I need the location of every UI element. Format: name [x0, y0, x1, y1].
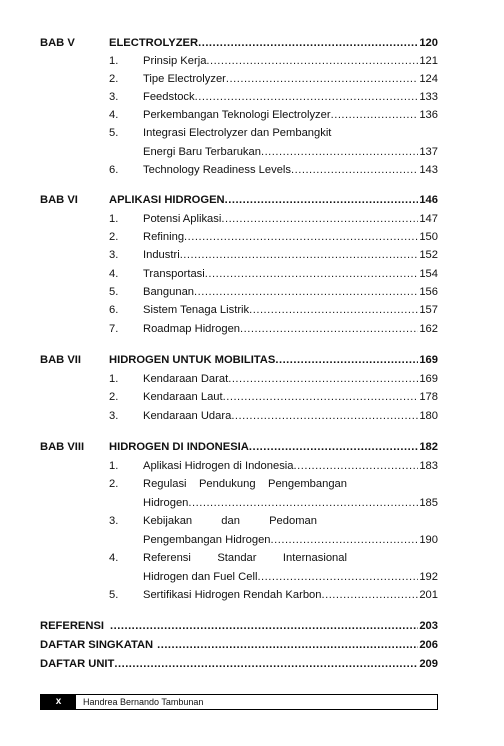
chapter-page: 120	[419, 37, 438, 49]
chapter-code: BAB VI	[40, 194, 78, 206]
entry-page: 185	[419, 497, 438, 509]
entry-number: 6.	[109, 164, 119, 176]
entry-page: 150	[419, 231, 438, 243]
entry-title: Hidrogen	[143, 497, 189, 509]
entry-number: 5.	[109, 589, 119, 601]
entry-number: 3.	[109, 515, 119, 527]
entry-title-line1	[143, 476, 347, 492]
entry-number: 5.	[109, 127, 119, 139]
entry-number: 1.	[109, 55, 119, 67]
entry-title: Technology Readiness Levels	[143, 164, 292, 176]
entry-page: 133	[419, 91, 438, 103]
word: Pedoman	[269, 515, 317, 527]
toc-entry[interactable]	[109, 302, 438, 318]
entry-number: 3.	[109, 91, 119, 103]
toc-entry[interactable]	[109, 587, 438, 603]
entry-number: 2.	[109, 391, 119, 403]
toc-entry[interactable]	[109, 408, 438, 424]
toc-chapter-6[interactable]	[40, 192, 438, 208]
entry-title-line1: Integrasi Electrolyzer dan Pembangkit	[143, 127, 332, 139]
entry-number: 2.	[109, 73, 119, 85]
entry-number: 4.	[109, 109, 119, 121]
entry-number: 2.	[109, 478, 119, 490]
section-title: REFERENSI	[40, 620, 105, 632]
toc-entry-continued[interactable]	[109, 144, 438, 160]
entry-page: 183	[419, 460, 438, 472]
entry-title: Hidrogen dan Fuel Cell	[143, 571, 258, 583]
page-footer	[40, 694, 438, 710]
toc-entry-continued[interactable]	[109, 569, 438, 585]
entry-page: 124	[419, 73, 438, 85]
entry-page: 169	[419, 373, 438, 385]
entry-title: Pengembangan Hidrogen	[143, 534, 271, 546]
entry-page: 178	[419, 391, 438, 403]
chapter-page: 169	[419, 354, 438, 366]
toc-entry[interactable]	[109, 229, 438, 245]
toc-daftar-unit[interactable]	[40, 656, 438, 672]
section-page: 206	[419, 639, 438, 651]
toc-entry[interactable]	[109, 162, 438, 178]
entry-number: 1.	[109, 213, 119, 225]
toc-entry-continued[interactable]	[109, 495, 438, 511]
entry-title: Kendaraan Darat	[143, 373, 229, 385]
toc-entry[interactable]	[109, 107, 438, 123]
entry-page: 136	[419, 109, 438, 121]
entry-number: 1.	[109, 373, 119, 385]
toc-entry[interactable]	[109, 89, 438, 105]
word: dan	[221, 515, 240, 527]
entry-title: Transportasi	[143, 268, 205, 280]
author-name: Handrea Bernando Tambunan	[83, 697, 204, 707]
entry-number: 7.	[109, 323, 119, 335]
chapter-title: ELECTROLYZER	[109, 37, 199, 49]
chapter-code: BAB VII	[40, 354, 82, 366]
toc-entry[interactable]	[109, 458, 438, 474]
entry-number: 5.	[109, 286, 119, 298]
entry-number: 2.	[109, 231, 119, 243]
toc-chapter-5[interactable]	[40, 35, 438, 51]
toc-entry[interactable]	[109, 371, 438, 387]
entry-title: Sistem Tenaga Listrik	[143, 304, 250, 316]
entry-title: Industri	[143, 249, 180, 261]
entry-page: 154	[419, 268, 438, 280]
entry-page: 156	[419, 286, 438, 298]
entry-page: 143	[419, 164, 438, 176]
entry-page: 162	[419, 323, 438, 335]
toc-entry[interactable]	[109, 211, 438, 227]
toc-chapter-7[interactable]	[40, 352, 438, 368]
entry-page: 152	[419, 249, 438, 261]
section-title: DAFTAR UNIT	[40, 658, 115, 670]
toc-chapter-8[interactable]	[40, 439, 438, 455]
chapter-page: 182	[419, 441, 438, 453]
entry-number: 6.	[109, 304, 119, 316]
toc-entry[interactable]	[109, 125, 438, 141]
word: Pendukung	[198, 478, 256, 490]
entry-page: 201	[419, 589, 438, 601]
entry-number: 4.	[109, 552, 119, 564]
toc-entry-continued[interactable]	[109, 532, 438, 548]
entry-number: 1.	[109, 460, 119, 472]
entry-title: Kendaraan Laut	[143, 391, 223, 403]
chapter-page: 146	[419, 194, 438, 206]
toc-entry[interactable]	[109, 266, 438, 282]
toc-entry[interactable]	[109, 321, 438, 337]
entry-title: Feedstock	[143, 91, 195, 103]
entry-title: Roadmap Hidrogen	[143, 323, 241, 335]
entry-title: Tipe Electrolyzer	[143, 73, 226, 85]
word: Referensi	[143, 552, 191, 564]
entry-number: 3.	[109, 410, 119, 422]
toc-daftar-singkatan[interactable]	[40, 637, 438, 653]
section-page: 203	[419, 620, 438, 632]
entry-page: 121	[419, 55, 438, 67]
entry-page: 157	[419, 304, 438, 316]
entry-title: Bangunan	[143, 286, 195, 298]
entry-title-line1	[143, 513, 317, 529]
entry-page: 147	[419, 213, 438, 225]
entry-title: Energi Baru Terbarukan	[143, 146, 261, 158]
toc-entry[interactable]	[109, 247, 438, 263]
toc-referensi[interactable]	[40, 618, 438, 634]
entry-title: Perkembangan Teknologi Electrolyzer	[143, 109, 331, 121]
chapter-title: HIDROGEN UNTUK MOBILITAS	[109, 354, 276, 366]
chapter-code: BAB VIII	[40, 441, 85, 453]
entry-page: 192	[419, 571, 438, 583]
word: Kebijakan	[143, 515, 193, 527]
chapter-title: HIDROGEN DI INDONESIA	[109, 441, 249, 453]
word: Pengembangan	[267, 478, 347, 490]
section-page: 209	[419, 658, 438, 670]
entry-title: Aplikasi Hidrogen di Indonesia	[143, 460, 294, 472]
toc-entry[interactable]	[109, 71, 438, 87]
chapter-title: APLIKASI HIDROGEN	[109, 194, 225, 206]
toc-entry[interactable]	[109, 53, 438, 69]
word: Internasional	[282, 552, 347, 564]
entry-title: Potensi Aplikasi	[143, 213, 222, 225]
entry-title: Refining	[143, 231, 185, 243]
page-number: x	[41, 695, 76, 709]
section-title: DAFTAR SINGKATAN	[40, 639, 154, 651]
entry-page: 190	[419, 534, 438, 546]
entry-title: Sertifikasi Hidrogen Rendah Karbon	[143, 589, 322, 601]
entry-title: Prinsip Kerja	[143, 55, 207, 67]
chapter-code: BAB V	[40, 37, 75, 49]
word: Standar	[217, 552, 257, 564]
entry-number: 3.	[109, 249, 119, 261]
entry-title-line1	[143, 550, 347, 566]
toc-entry[interactable]	[109, 284, 438, 300]
toc-entry[interactable]	[109, 389, 438, 405]
entry-page: 180	[419, 410, 438, 422]
entry-number: 4.	[109, 268, 119, 280]
entry-page: 137	[419, 146, 438, 158]
word: Regulasi	[143, 478, 187, 490]
entry-title: Kendaraan Udara	[143, 410, 232, 422]
